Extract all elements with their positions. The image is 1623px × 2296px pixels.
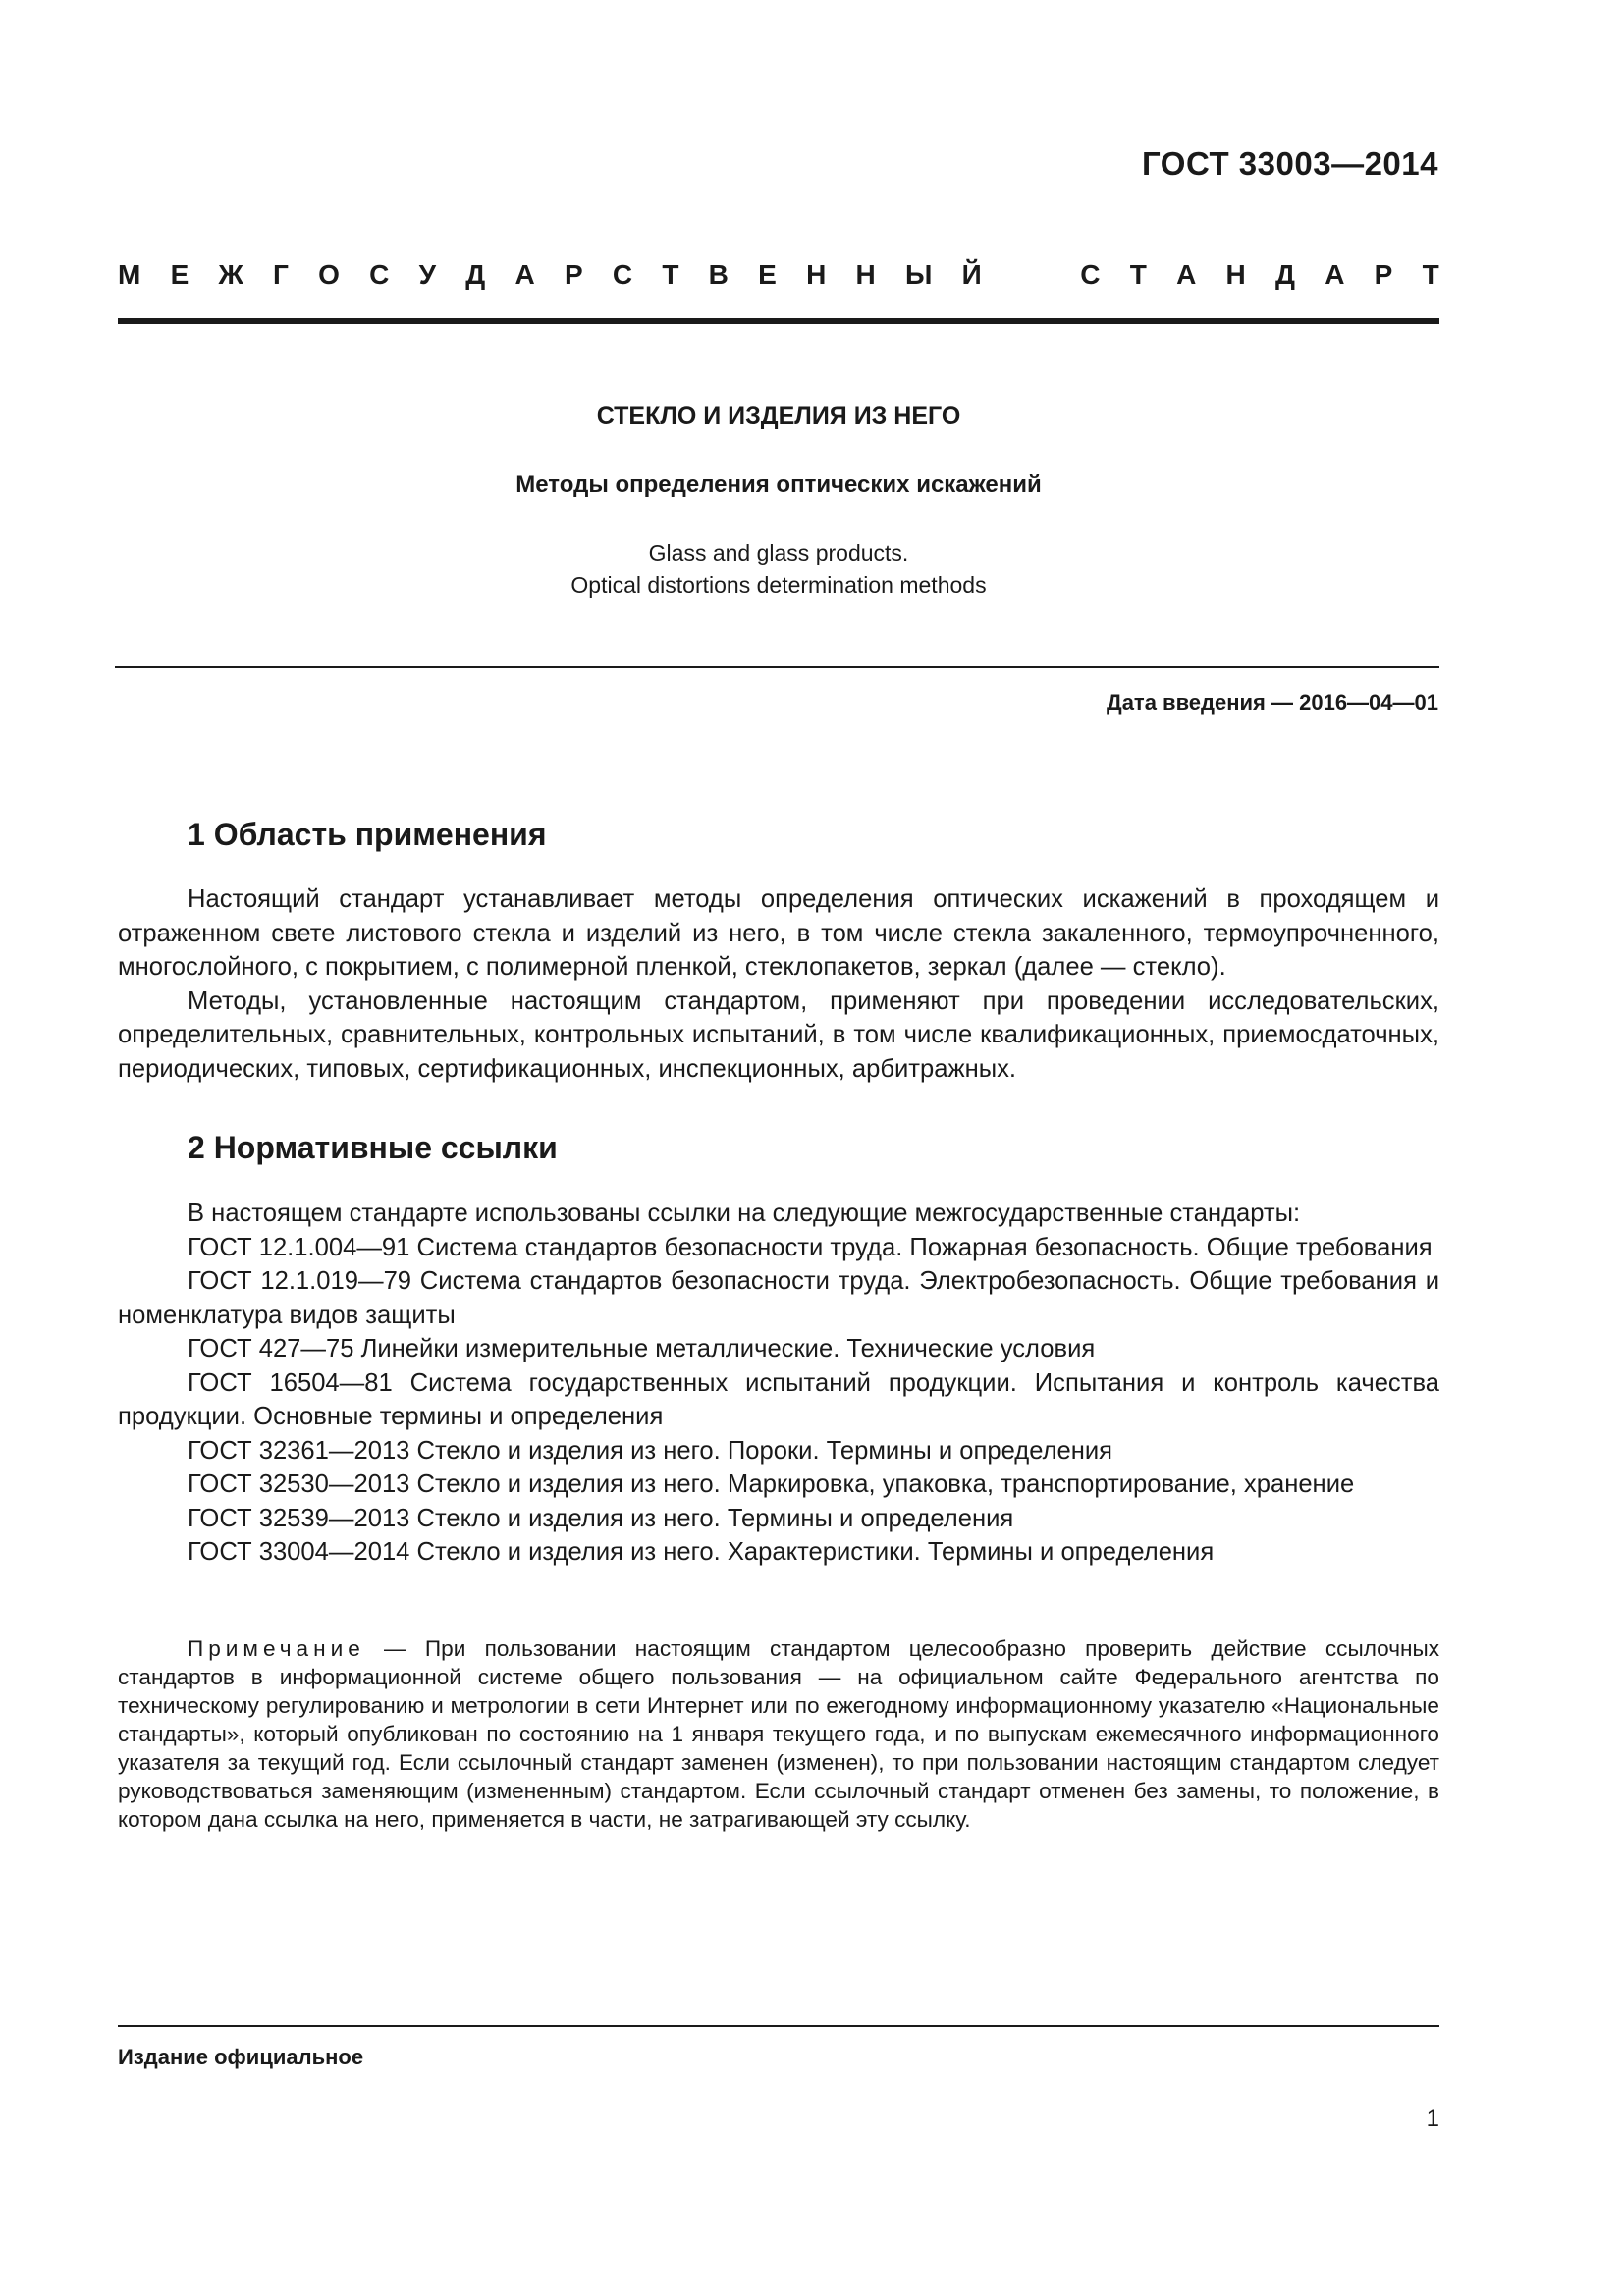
section-2-body bbox=[118, 1197, 1439, 1570]
official-edition-label: Издание официальное bbox=[118, 2045, 364, 2069]
section-2-paragraph: В настоящем стандарте использованы ссылки на следующие межгосударственные стандарты: bbox=[188, 1200, 1301, 1227]
banner-letter: С bbox=[612, 259, 633, 290]
normative-reference: ГОСТ 32530—2013 Стекло и изделия из него. Маркировка, упаковка, транспортирование, хранение bbox=[188, 1470, 1355, 1498]
section-1-paragraph: Методы, установленные настоящим стандартом, применяют при проведении исследовательских, определительных, сравнительных, контрольных испытаний, в том числе квалификационных, приемосдаточных, периодических, типовых, сертификационных, инспекционных, арбитражных. bbox=[118, 987, 1439, 1083]
interstate-standard-banner bbox=[118, 259, 1439, 291]
banner-letter: Е bbox=[758, 259, 777, 290]
section-1-heading: 1 Область применения bbox=[188, 817, 547, 852]
normative-reference: ГОСТ 12.1.004—91 Система стандартов безопасности труда. Пожарная безопасность. Общие требования bbox=[188, 1233, 1433, 1261]
banner-word-gap bbox=[1011, 259, 1051, 291]
normative-reference: ГОСТ 16504—81 Система государственных испытаний продукции. Испытания и контроль качества продукции. Основные термины и определения bbox=[118, 1368, 1439, 1430]
banner-letter: А bbox=[1176, 259, 1197, 290]
doc-code: ГОСТ 33003—2014 bbox=[1142, 145, 1438, 182]
banner-letter: А bbox=[514, 259, 535, 290]
doc-title-en-line2: Optical distortions determination methods bbox=[570, 572, 987, 598]
banner-letter: Д bbox=[1275, 259, 1295, 290]
banner-letter: Й bbox=[961, 259, 982, 290]
doc-title-en bbox=[0, 537, 1557, 602]
doc-subtitle-ru: Методы определения оптических искажений bbox=[515, 471, 1042, 498]
section-1-paragraph: Настоящий стандарт устанавливает методы определения оптических искажений в проходящем и отраженном свете листового стекла и изделий из него, в том числе стекла закаленного, термоупрочненного, многослойного, с покрытием, с полимерной пленкой, стеклопакетов, зеркал (далее — стекло). bbox=[118, 885, 1439, 981]
page-number: 1 bbox=[1426, 2106, 1439, 2132]
banner-letter: У bbox=[418, 259, 437, 290]
banner-letter: Р bbox=[564, 259, 583, 290]
banner-letter: С bbox=[369, 259, 390, 290]
normative-reference: ГОСТ 12.1.019—79 Система стандартов безопасности труда. Электробезопасность. Общие требования и номенклатура видов защиты bbox=[118, 1267, 1439, 1329]
normative-reference: ГОСТ 32539—2013 Стекло и изделия из него. Термины и определения bbox=[188, 1504, 1014, 1532]
banner-letter: М bbox=[118, 259, 141, 290]
banner-letter: Т bbox=[662, 259, 679, 290]
note-block bbox=[118, 1634, 1439, 1834]
banner-letter: А bbox=[1325, 259, 1345, 290]
note-paragraph bbox=[118, 1634, 1439, 1834]
banner-letter: Д bbox=[465, 259, 486, 290]
banner-letter: Н bbox=[1225, 259, 1246, 290]
header-rule bbox=[118, 318, 1439, 324]
banner-letter: Е bbox=[170, 259, 189, 290]
normative-reference: ГОСТ 32361—2013 Стекло и изделия из него. Пороки. Термины и определения bbox=[188, 1436, 1113, 1465]
doc-title-en-line1: Glass and glass products. bbox=[648, 540, 909, 565]
normative-reference: ГОСТ 33004—2014 Стекло и изделия из него. Характеристики. Термины и определения bbox=[188, 1538, 1215, 1566]
section-1-body bbox=[118, 882, 1439, 1086]
title-rule bbox=[115, 666, 1439, 668]
section-2-heading: 2 Нормативные ссылки bbox=[188, 1130, 558, 1165]
banner-letter: Ы bbox=[905, 259, 933, 290]
note-label: Примечание bbox=[188, 1636, 365, 1661]
normative-reference: ГОСТ 427—75 Линейки измерительные металлические. Технические условия bbox=[188, 1335, 1096, 1362]
doc-title-ru: СТЕКЛО И ИЗДЕЛИЯ ИЗ НЕГО bbox=[596, 402, 961, 430]
banner-letter: Н bbox=[806, 259, 827, 290]
banner-letter: В bbox=[708, 259, 729, 290]
banner-letter: С bbox=[1080, 259, 1101, 290]
footer-rule bbox=[118, 2025, 1439, 2027]
banner-letter: Р bbox=[1374, 259, 1393, 290]
banner-letter: Н bbox=[855, 259, 876, 290]
banner-letter: Т bbox=[1422, 259, 1439, 290]
note-text: — При пользовании настоящим стандартом целесообразно проверить действие ссылочных стандартов в информационной системе общего пользования — на официальном сайте Федерального агентства по техническому регулированию и метрологии в сети Интернет или по ежегодному информационному указателю «Национальные стандарты», который опубликован по состоянию на 1 января текущего года, и по выпускам ежемесячного информационного указателя за текущий год. Если ссылочный стандарт заменен (изменен), то при пользовании настоящим стандартом следует руководствоваться заменяющим (измененным) стандартом. Если ссылочный стандарт отменен без замены, то положение, в котором дана ссылка на него, применяется в части, не затрагивающей эту ссылку. bbox=[118, 1636, 1439, 1832]
intro-date: Дата введения — 2016—04—01 bbox=[1107, 690, 1438, 715]
banner-letter: Т bbox=[1129, 259, 1147, 290]
banner-letter: О bbox=[318, 259, 340, 290]
banner-letter: Г bbox=[273, 259, 289, 290]
banner-letter: Ж bbox=[218, 259, 243, 290]
